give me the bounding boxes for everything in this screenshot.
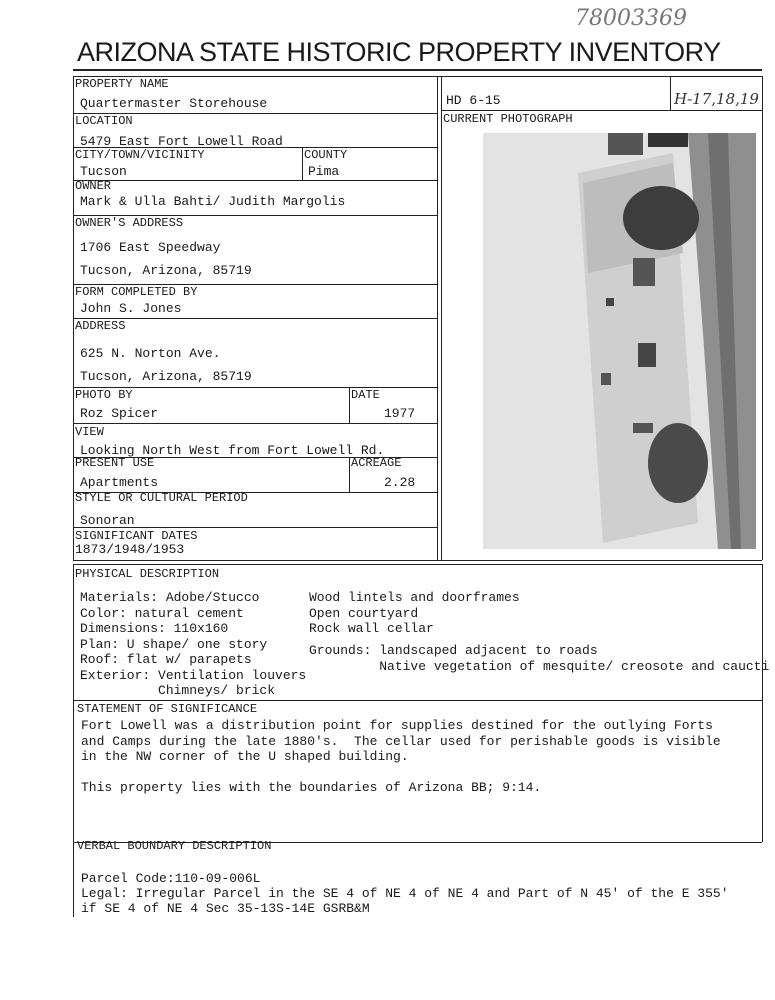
section-line (73, 560, 762, 561)
physical-line: Roof: flat w/ parapets (80, 652, 252, 667)
physical-line: Rock wall cellar (309, 621, 434, 636)
photo-left-border (441, 76, 442, 560)
form-completed-value: John S. Jones (80, 301, 182, 316)
owners-address-line2: Tucson, Arizona, 85719 (80, 263, 252, 278)
date-value: 1977 (384, 406, 416, 421)
county-divider (302, 147, 303, 180)
physical-description-grounds (309, 643, 769, 674)
physical-line: Chimneys/ brick (80, 683, 276, 698)
form-completed-label: FORM COMPLETED BY (75, 285, 198, 299)
handwritten-reference: H-17,18,19 (674, 90, 759, 108)
city-label: CITY/TOWN/VICINITY (75, 148, 205, 162)
section-line (73, 700, 762, 701)
middle-border (437, 76, 438, 560)
style-value: Sonoran (80, 513, 135, 528)
statement-text (81, 718, 721, 765)
physical-description-label: PHYSICAL DESCRIPTION (75, 567, 220, 581)
legal-line-2: if SE 4 of NE 4 Sec 35-13S-14E GSRB&M (81, 901, 370, 916)
photo-by-value: Roz Spicer (80, 406, 159, 421)
date-divider (349, 387, 350, 423)
physical-description-right (309, 590, 520, 637)
section-line (73, 564, 762, 565)
style-label: STYLE OR CULTURAL PERIOD (75, 491, 248, 505)
photo-by-label: PHOTO BY (75, 388, 133, 402)
grounds-line: Native vegetation of mesquite/ creosote and caucti (309, 658, 770, 674)
location-value: 5479 East Fort Lowell Road (80, 134, 283, 149)
hd-divider (670, 76, 671, 110)
row-line (73, 180, 437, 181)
owner-value: Mark & Ulla Bahti/ Judith Margolis (80, 194, 346, 209)
owners-address-label: OWNER'S ADDRESS (75, 216, 184, 230)
property-name-value: Quartermaster Storehouse (80, 96, 268, 111)
statement-note: This property lies with the boundaries of Arizona BB; 9:14. (81, 780, 542, 795)
hd-number: HD 6-15 (446, 93, 501, 108)
acreage-label: ACREAGE (351, 456, 402, 470)
acreage-divider (349, 457, 350, 492)
county-value: Pima (308, 164, 340, 179)
view-value: Looking North West from Fort Lowell Rd. (80, 443, 385, 458)
physical-line: Plan: U shape/ one story (80, 636, 268, 652)
handwritten-record-number: 78003369 (575, 6, 687, 31)
address-line2: Tucson, Arizona, 85719 (80, 369, 252, 384)
current-photograph (483, 133, 756, 549)
verbal-boundary-label: VERBAL BOUNDARY DESCRIPTION (77, 839, 272, 853)
hd-bottom-line (441, 110, 762, 111)
physical-line: Wood lintels and doorframes (309, 590, 520, 605)
current-photograph-label: CURRENT PHOTOGRAPH (443, 112, 573, 126)
form-title: ARIZONA STATE HISTORIC PROPERTY INVENTORY (77, 37, 721, 67)
top-border (73, 76, 762, 77)
row-line (73, 318, 437, 319)
date-label: DATE (351, 388, 380, 402)
address-line1: 625 N. Norton Ave. (80, 346, 221, 361)
physical-line: Open courtyard (309, 605, 419, 621)
legal-line-1: Legal: Irregular Parcel in the SE 4 of NE 4 of NE 4 and Part of N 45' of the E 355' (81, 886, 729, 901)
location-label: LOCATION (75, 114, 133, 128)
physical-line: Color: natural cement (80, 605, 244, 621)
statement-line: Fort Lowell was a distribution point for supplies destined for the outlying Forts (81, 718, 713, 733)
statement-line: in the NW corner of the U shaped building. (81, 749, 409, 764)
grounds-line: Grounds: landscaped adjacent to roads (309, 643, 598, 658)
present-use-label: PRESENT USE (75, 456, 155, 470)
significant-dates-value: 1873/1948/1953 (75, 542, 185, 557)
present-use-value: Apartments (80, 475, 159, 490)
physical-description-left (80, 590, 306, 699)
building-photo-illustration (483, 133, 756, 549)
physical-line: Exterior: Ventilation louvers (80, 667, 307, 683)
lower-right-border (762, 564, 763, 700)
physical-line: Dimensions: 110x160 (80, 621, 229, 636)
lower-left-border (73, 564, 74, 917)
right-border (762, 76, 763, 560)
parcel-code: Parcel Code:110-09-006L (81, 871, 261, 886)
lower-right-border (762, 700, 763, 842)
city-value: Tucson (80, 164, 127, 179)
statement-line: and Camps during the late 1880's. The cellar used for perishable goods is visible (81, 733, 721, 749)
statement-label: STATEMENT OF SIGNIFICANCE (77, 702, 258, 716)
physical-line: Materials: Adobe/Stucco (80, 590, 260, 605)
property-name-label: PROPERTY NAME (75, 77, 169, 91)
title-underline (73, 69, 762, 71)
row-line (73, 423, 437, 424)
view-label: VIEW (75, 425, 104, 439)
significant-dates-label: SIGNIFICANT DATES (75, 529, 198, 543)
address-label: ADDRESS (75, 319, 126, 333)
county-label: COUNTY (304, 148, 348, 162)
owner-label: OWNER (75, 179, 112, 193)
owners-address-line1: 1706 East Speedway (80, 240, 221, 255)
acreage-value: 2.28 (384, 475, 416, 490)
